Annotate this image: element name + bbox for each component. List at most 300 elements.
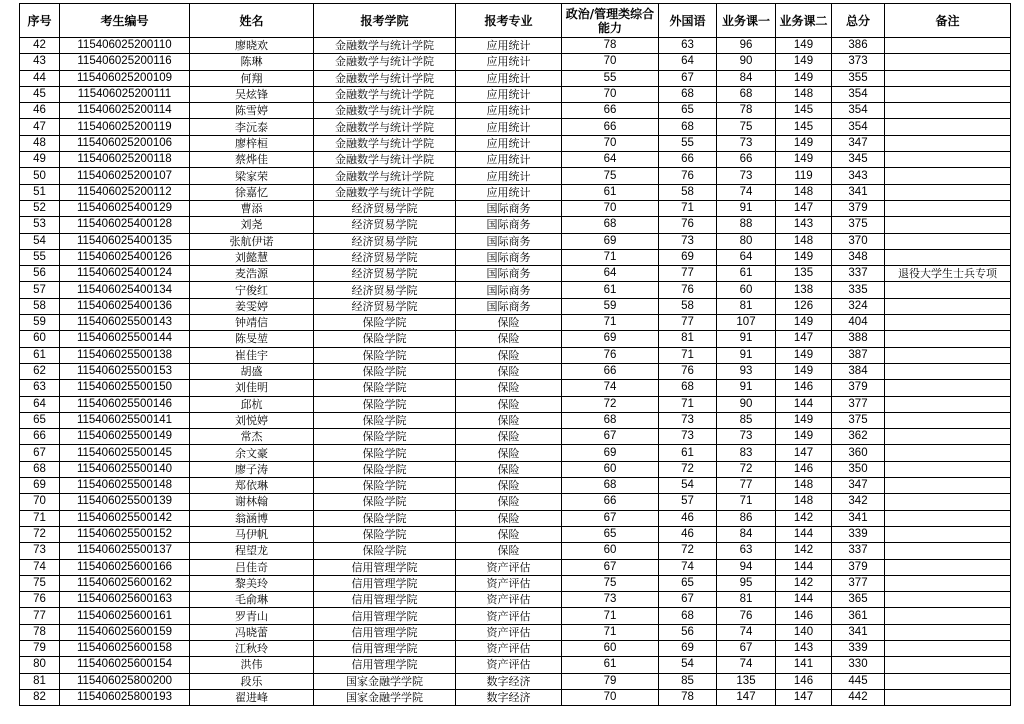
course-1-score-cell: 75	[717, 119, 776, 135]
politics-score-cell: 68	[562, 217, 659, 233]
college-cell: 保险学院	[314, 461, 456, 477]
seq-cell: 46	[20, 103, 60, 119]
candidate-id-cell: 115406025600166	[60, 559, 190, 575]
course-2-score-cell: 149	[776, 38, 832, 54]
college-cell: 国家金融学学院	[314, 673, 456, 689]
total-score-cell: 379	[832, 559, 885, 575]
foreign-language-score-cell: 54	[659, 478, 717, 494]
table-row	[20, 575, 1011, 591]
foreign-language-score-cell: 56	[659, 624, 717, 640]
college-cell: 金融数学与统计学院	[314, 168, 456, 184]
politics-score-cell: 67	[562, 429, 659, 445]
course-2-score-cell: 147	[776, 331, 832, 347]
name-cell: 刘懿慧	[190, 249, 314, 265]
seq-cell: 63	[20, 380, 60, 396]
table-row	[20, 396, 1011, 412]
foreign-language-score-cell: 72	[659, 461, 717, 477]
politics-score-cell: 71	[562, 608, 659, 624]
foreign-language-score-cell: 81	[659, 331, 717, 347]
course-2-score-cell: 138	[776, 282, 832, 298]
candidate-id-cell: 115406025400134	[60, 282, 190, 298]
candidate-id-cell: 115406025500149	[60, 429, 190, 445]
remark-cell	[885, 168, 1011, 184]
course-1-score-cell: 78	[717, 103, 776, 119]
course-1-score-cell: 85	[717, 412, 776, 428]
college-cell: 经济贸易学院	[314, 217, 456, 233]
candidate-id-cell: 115406025200109	[60, 70, 190, 86]
course-1-score-cell: 95	[717, 575, 776, 591]
name-cell: 梁家荣	[190, 168, 314, 184]
major-cell: 国际商务	[456, 217, 562, 233]
foreign-language-score-cell: 74	[659, 559, 717, 575]
remark-cell	[885, 298, 1011, 314]
college-cell: 金融数学与统计学院	[314, 103, 456, 119]
remark-cell	[885, 526, 1011, 542]
table-row	[20, 200, 1011, 216]
seq-cell: 82	[20, 689, 60, 705]
course-1-score-cell: 91	[717, 200, 776, 216]
remark-cell	[885, 608, 1011, 624]
name-cell: 谢林翰	[190, 494, 314, 510]
remark-cell	[885, 217, 1011, 233]
college-cell: 国家金融学学院	[314, 689, 456, 705]
college-cell: 信用管理学院	[314, 624, 456, 640]
foreign-language-score-cell: 73	[659, 429, 717, 445]
candidate-id-cell: 115406025200119	[60, 119, 190, 135]
name-cell: 廖子涛	[190, 461, 314, 477]
candidate-id-cell: 115406025500150	[60, 380, 190, 396]
seq-cell: 50	[20, 168, 60, 184]
major-cell: 应用统计	[456, 135, 562, 151]
remark-cell	[885, 54, 1011, 70]
major-cell: 国际商务	[456, 249, 562, 265]
table-row	[20, 673, 1011, 689]
remark-cell	[885, 315, 1011, 331]
course-2-score-cell: 144	[776, 396, 832, 412]
seq-cell: 78	[20, 624, 60, 640]
college-cell: 保险学院	[314, 445, 456, 461]
table-row	[20, 429, 1011, 445]
seq-cell: 73	[20, 543, 60, 559]
table-row	[20, 217, 1011, 233]
foreign-language-score-cell: 66	[659, 152, 717, 168]
header-name: 姓名	[190, 4, 314, 38]
major-cell: 资产评估	[456, 575, 562, 591]
table-row	[20, 380, 1011, 396]
course-2-score-cell: 141	[776, 657, 832, 673]
major-cell: 保险	[456, 461, 562, 477]
foreign-language-score-cell: 76	[659, 217, 717, 233]
total-score-cell: 355	[832, 70, 885, 86]
table-row	[20, 38, 1011, 54]
remark-cell	[885, 282, 1011, 298]
total-score-cell: 365	[832, 592, 885, 608]
foreign-language-score-cell: 76	[659, 168, 717, 184]
college-cell: 保险学院	[314, 331, 456, 347]
remark-cell	[885, 510, 1011, 526]
name-cell: 吕佳奇	[190, 559, 314, 575]
major-cell: 保险	[456, 396, 562, 412]
course-1-score-cell: 90	[717, 54, 776, 70]
seq-cell: 70	[20, 494, 60, 510]
name-cell: 陈旻堃	[190, 331, 314, 347]
total-score-cell: 337	[832, 266, 885, 282]
politics-score-cell: 60	[562, 543, 659, 559]
remark-cell	[885, 559, 1011, 575]
candidate-id-cell: 115406025600158	[60, 640, 190, 656]
course-2-score-cell: 149	[776, 249, 832, 265]
course-2-score-cell: 145	[776, 103, 832, 119]
course-1-score-cell: 86	[717, 510, 776, 526]
foreign-language-score-cell: 61	[659, 445, 717, 461]
foreign-language-score-cell: 46	[659, 510, 717, 526]
total-score-cell: 379	[832, 380, 885, 396]
table-row	[20, 54, 1011, 70]
politics-score-cell: 66	[562, 494, 659, 510]
college-cell: 经济贸易学院	[314, 266, 456, 282]
foreign-language-score-cell: 73	[659, 412, 717, 428]
table-row	[20, 233, 1011, 249]
college-cell: 信用管理学院	[314, 575, 456, 591]
remark-cell	[885, 429, 1011, 445]
table-row	[20, 559, 1011, 575]
remark-cell	[885, 624, 1011, 640]
candidate-id-cell: 115406025200118	[60, 152, 190, 168]
foreign-language-score-cell: 63	[659, 38, 717, 54]
candidate-id-cell: 115406025400126	[60, 249, 190, 265]
table-row	[20, 70, 1011, 86]
course-1-score-cell: 74	[717, 624, 776, 640]
course-2-score-cell: 144	[776, 526, 832, 542]
seq-cell: 57	[20, 282, 60, 298]
remark-cell	[885, 184, 1011, 200]
name-cell: 毛俞琳	[190, 592, 314, 608]
politics-score-cell: 69	[562, 331, 659, 347]
total-score-cell: 354	[832, 86, 885, 102]
major-cell: 资产评估	[456, 640, 562, 656]
politics-score-cell: 70	[562, 54, 659, 70]
politics-score-cell: 67	[562, 510, 659, 526]
course-1-score-cell: 76	[717, 608, 776, 624]
course-2-score-cell: 144	[776, 559, 832, 575]
foreign-language-score-cell: 67	[659, 70, 717, 86]
total-score-cell: 375	[832, 217, 885, 233]
course-2-score-cell: 148	[776, 233, 832, 249]
seq-cell: 56	[20, 266, 60, 282]
foreign-language-score-cell: 71	[659, 396, 717, 412]
college-cell: 保险学院	[314, 412, 456, 428]
major-cell: 资产评估	[456, 559, 562, 575]
name-cell: 翟进峰	[190, 689, 314, 705]
course-2-score-cell: 149	[776, 152, 832, 168]
course-2-score-cell: 149	[776, 135, 832, 151]
remark-cell	[885, 673, 1011, 689]
seq-cell: 59	[20, 315, 60, 331]
total-score-cell: 387	[832, 347, 885, 363]
course-1-score-cell: 73	[717, 168, 776, 184]
table-row	[20, 494, 1011, 510]
candidate-id-cell: 115406025500143	[60, 315, 190, 331]
major-cell: 保险	[456, 543, 562, 559]
college-cell: 信用管理学院	[314, 657, 456, 673]
course-1-score-cell: 84	[717, 526, 776, 542]
total-score-cell: 339	[832, 640, 885, 656]
college-cell: 信用管理学院	[314, 608, 456, 624]
remark-cell	[885, 445, 1011, 461]
remark-cell	[885, 70, 1011, 86]
course-2-score-cell: 142	[776, 575, 832, 591]
total-score-cell: 348	[832, 249, 885, 265]
major-cell: 保险	[456, 478, 562, 494]
name-cell: 洪伟	[190, 657, 314, 673]
remark-cell	[885, 103, 1011, 119]
course-2-score-cell: 147	[776, 200, 832, 216]
course-2-score-cell: 146	[776, 380, 832, 396]
candidate-id-cell: 115406025500142	[60, 510, 190, 526]
total-score-cell: 377	[832, 575, 885, 591]
remark-cell	[885, 640, 1011, 656]
foreign-language-score-cell: 57	[659, 494, 717, 510]
score-table	[19, 3, 1011, 706]
name-cell: 徐嘉忆	[190, 184, 314, 200]
candidate-id-cell: 115406025500153	[60, 363, 190, 379]
course-1-score-cell: 61	[717, 266, 776, 282]
table-body	[20, 38, 1011, 706]
college-cell: 保险学院	[314, 543, 456, 559]
foreign-language-score-cell: 68	[659, 119, 717, 135]
foreign-language-score-cell: 78	[659, 689, 717, 705]
name-cell: 钟靖信	[190, 315, 314, 331]
course-2-score-cell: 119	[776, 168, 832, 184]
seq-cell: 55	[20, 249, 60, 265]
course-2-score-cell: 148	[776, 86, 832, 102]
course-2-score-cell: 143	[776, 640, 832, 656]
politics-score-cell: 68	[562, 478, 659, 494]
course-2-score-cell: 146	[776, 608, 832, 624]
table-row	[20, 184, 1011, 200]
name-cell: 程望龙	[190, 543, 314, 559]
header-seq: 序号	[20, 4, 60, 38]
college-cell: 经济贸易学院	[314, 249, 456, 265]
table-row	[20, 510, 1011, 526]
remark-cell	[885, 657, 1011, 673]
course-1-score-cell: 66	[717, 152, 776, 168]
politics-score-cell: 61	[562, 184, 659, 200]
college-cell: 金融数学与统计学院	[314, 54, 456, 70]
total-score-cell: 379	[832, 200, 885, 216]
foreign-language-score-cell: 76	[659, 363, 717, 379]
major-cell: 保险	[456, 363, 562, 379]
total-score-cell: 360	[832, 445, 885, 461]
college-cell: 信用管理学院	[314, 640, 456, 656]
candidate-id-cell: 115406025800200	[60, 673, 190, 689]
college-cell: 金融数学与统计学院	[314, 86, 456, 102]
major-cell: 保险	[456, 347, 562, 363]
total-score-cell: 354	[832, 103, 885, 119]
major-cell: 应用统计	[456, 168, 562, 184]
total-score-cell: 354	[832, 119, 885, 135]
candidate-id-cell: 115406025600159	[60, 624, 190, 640]
foreign-language-score-cell: 67	[659, 592, 717, 608]
seq-cell: 44	[20, 70, 60, 86]
name-cell: 姜雯婷	[190, 298, 314, 314]
politics-score-cell: 65	[562, 526, 659, 542]
name-cell: 刘佳明	[190, 380, 314, 396]
politics-score-cell: 75	[562, 575, 659, 591]
course-2-score-cell: 145	[776, 119, 832, 135]
politics-score-cell: 60	[562, 640, 659, 656]
foreign-language-score-cell: 54	[659, 657, 717, 673]
major-cell: 国际商务	[456, 282, 562, 298]
total-score-cell: 339	[832, 526, 885, 542]
course-1-score-cell: 81	[717, 298, 776, 314]
remark-cell	[885, 38, 1011, 54]
major-cell: 数字经济	[456, 673, 562, 689]
course-2-score-cell: 140	[776, 624, 832, 640]
total-score-cell: 324	[832, 298, 885, 314]
course-1-score-cell: 91	[717, 331, 776, 347]
seq-cell: 66	[20, 429, 60, 445]
candidate-id-cell: 115406025600163	[60, 592, 190, 608]
seq-cell: 68	[20, 461, 60, 477]
total-score-cell: 375	[832, 412, 885, 428]
candidate-id-cell: 115406025400135	[60, 233, 190, 249]
college-cell: 信用管理学院	[314, 592, 456, 608]
name-cell: 刘尧	[190, 217, 314, 233]
college-cell: 保险学院	[314, 315, 456, 331]
remark-cell	[885, 233, 1011, 249]
seq-cell: 62	[20, 363, 60, 379]
seq-cell: 79	[20, 640, 60, 656]
course-1-score-cell: 74	[717, 657, 776, 673]
politics-score-cell: 64	[562, 266, 659, 282]
course-2-score-cell: 143	[776, 217, 832, 233]
seq-cell: 52	[20, 200, 60, 216]
candidate-id-cell: 115406025500140	[60, 461, 190, 477]
politics-score-cell: 78	[562, 38, 659, 54]
name-cell: 江秋玲	[190, 640, 314, 656]
candidate-id-cell: 115406025400136	[60, 298, 190, 314]
course-1-score-cell: 60	[717, 282, 776, 298]
remark-cell	[885, 86, 1011, 102]
politics-score-cell: 71	[562, 315, 659, 331]
foreign-language-score-cell: 46	[659, 526, 717, 542]
course-2-score-cell: 148	[776, 478, 832, 494]
foreign-language-score-cell: 64	[659, 54, 717, 70]
major-cell: 应用统计	[456, 103, 562, 119]
seq-cell: 69	[20, 478, 60, 494]
table-row	[20, 119, 1011, 135]
table-row	[20, 478, 1011, 494]
seq-cell: 64	[20, 396, 60, 412]
seq-cell: 51	[20, 184, 60, 200]
foreign-language-score-cell: 76	[659, 282, 717, 298]
course-2-score-cell: 148	[776, 184, 832, 200]
college-cell: 保险学院	[314, 494, 456, 510]
seq-cell: 72	[20, 526, 60, 542]
table-row	[20, 543, 1011, 559]
course-1-score-cell: 90	[717, 396, 776, 412]
name-cell: 邱杭	[190, 396, 314, 412]
seq-cell: 77	[20, 608, 60, 624]
course-1-score-cell: 94	[717, 559, 776, 575]
table-row	[20, 347, 1011, 363]
politics-score-cell: 66	[562, 119, 659, 135]
name-cell: 陈琳	[190, 54, 314, 70]
remark-cell	[885, 543, 1011, 559]
seq-cell: 53	[20, 217, 60, 233]
total-score-cell: 370	[832, 233, 885, 249]
foreign-language-score-cell: 85	[659, 673, 717, 689]
major-cell: 应用统计	[456, 86, 562, 102]
major-cell: 国际商务	[456, 298, 562, 314]
name-cell: 常杰	[190, 429, 314, 445]
total-score-cell: 343	[832, 168, 885, 184]
candidate-id-cell: 115406025600154	[60, 657, 190, 673]
remark-cell	[885, 575, 1011, 591]
course-2-score-cell: 142	[776, 510, 832, 526]
major-cell: 应用统计	[456, 152, 562, 168]
name-cell: 廖梓桓	[190, 135, 314, 151]
seq-cell: 47	[20, 119, 60, 135]
college-cell: 金融数学与统计学院	[314, 119, 456, 135]
total-score-cell: 347	[832, 135, 885, 151]
candidate-id-cell: 115406025800193	[60, 689, 190, 705]
college-cell: 保险学院	[314, 478, 456, 494]
major-cell: 应用统计	[456, 38, 562, 54]
politics-score-cell: 79	[562, 673, 659, 689]
candidate-id-cell: 115406025600162	[60, 575, 190, 591]
candidate-id-cell: 115406025600161	[60, 608, 190, 624]
name-cell: 刘悦婷	[190, 412, 314, 428]
remark-cell	[885, 412, 1011, 428]
candidate-id-cell: 115406025500141	[60, 412, 190, 428]
course-1-score-cell: 77	[717, 478, 776, 494]
course-1-score-cell: 147	[717, 689, 776, 705]
candidate-id-cell: 115406025500152	[60, 526, 190, 542]
college-cell: 金融数学与统计学院	[314, 152, 456, 168]
candidate-id-cell: 115406025400129	[60, 200, 190, 216]
college-cell: 金融数学与统计学院	[314, 38, 456, 54]
politics-score-cell: 70	[562, 200, 659, 216]
total-score-cell: 377	[832, 396, 885, 412]
course-2-score-cell: 126	[776, 298, 832, 314]
name-cell: 吴炫锋	[190, 86, 314, 102]
major-cell: 资产评估	[456, 592, 562, 608]
total-score-cell: 341	[832, 510, 885, 526]
name-cell: 段乐	[190, 673, 314, 689]
major-cell: 应用统计	[456, 54, 562, 70]
name-cell: 冯晓蕾	[190, 624, 314, 640]
course-2-score-cell: 146	[776, 461, 832, 477]
table-row	[20, 282, 1011, 298]
college-cell: 经济贸易学院	[314, 233, 456, 249]
header-major: 报考专业	[456, 4, 562, 38]
seq-cell: 67	[20, 445, 60, 461]
seq-cell: 80	[20, 657, 60, 673]
table-row	[20, 363, 1011, 379]
remark-cell	[885, 478, 1011, 494]
seq-cell: 71	[20, 510, 60, 526]
course-2-score-cell: 148	[776, 494, 832, 510]
course-1-score-cell: 93	[717, 363, 776, 379]
college-cell: 保险学院	[314, 526, 456, 542]
name-cell: 郑依琳	[190, 478, 314, 494]
politics-score-cell: 66	[562, 103, 659, 119]
foreign-language-score-cell: 69	[659, 640, 717, 656]
candidate-id-cell: 115406025200110	[60, 38, 190, 54]
course-2-score-cell: 144	[776, 592, 832, 608]
